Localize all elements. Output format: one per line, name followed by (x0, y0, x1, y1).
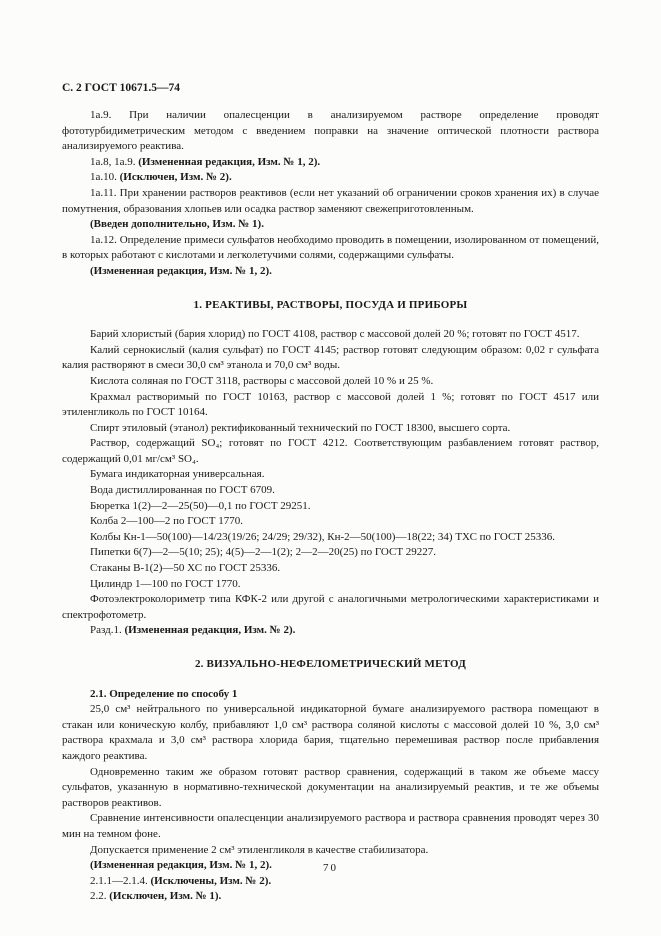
paragraph (62, 327, 599, 343)
paragraph-text: Одновременно таким же образом готовят раствор сравнения, содержащий в таком же объеме массу сульфатов, указанную в нормативно-технической документации на анализируемый реактив, и те же объемы растворов реактивов. (62, 765, 599, 809)
paragraph-text: Фотоэлектроколориметр типа КФК-2 или другой с аналогичными метрологическими характеристиками и спектрофотометр. (62, 593, 599, 621)
paragraph (62, 264, 599, 280)
paragraph-text: Бумага индикаторная универсальная. (90, 468, 265, 481)
paragraph (62, 436, 599, 467)
paragraph-text: Барий хлористый (бария хлорид) по ГОСТ 4108, раствор с массовой долей 20 %; готовят по ГОСТ 4517. (90, 328, 580, 341)
paragraph (62, 530, 599, 546)
paragraph (62, 421, 599, 437)
paragraph (62, 765, 599, 812)
paragraph-text: Цилиндр 1—100 по ГОСТ 1770. (90, 577, 241, 590)
paragraph-bold-text: (Исключены, Изм. № 2). (150, 874, 272, 887)
paragraph-bold-text: (Измененная редакция, Изм. № 1, 2). (90, 859, 272, 872)
page-number: 70 (323, 862, 338, 874)
paragraph-text: Раствор, содержащий SO₄; готовят по ГОСТ 4212. Соответствующим разбавлением готовят раствор, содержащий 0,01 мг/см³ SO₄. (62, 437, 599, 465)
intro-paragraphs (62, 108, 599, 280)
paragraph (62, 623, 599, 639)
paragraph-bold-text: (Исключен, Изм. № 2). (119, 171, 232, 184)
document-body (62, 108, 599, 905)
paragraph (62, 889, 599, 905)
paragraph (62, 592, 599, 623)
paragraph-text: Спирт этиловый (этанол) ректификованный технический по ГОСТ 18300, высшего сорта. (90, 421, 511, 434)
paragraph-bold-text: (Введен дополнительно, Изм. № 1). (90, 218, 264, 231)
paragraph-text: 1а.8, 1а.9. (90, 155, 139, 168)
paragraph-text: Допускается применение 2 см³ этиленгликоля в качестве стабилизатора. (90, 843, 429, 856)
paragraph (62, 108, 599, 155)
paragraph (62, 217, 599, 233)
paragraph-text: 2.2. (90, 890, 110, 903)
paragraph (62, 170, 599, 186)
paragraph (62, 514, 599, 530)
section-1-paragraphs (62, 327, 599, 639)
paragraph-text: 1а.11. При хранении растворов реактивов (если нет указаний об ограничении сроков хранения их) в случае помутнения, образования хлопьев или осадка раствор заменяют свежеприготовленным. (62, 186, 599, 215)
paragraph (62, 874, 599, 890)
paragraph (62, 499, 599, 515)
paragraph-text: 1а.9. При наличии опалесценции в анализируемом растворе определение проводят фототурбидиметрическим методом с введением поправки на значение оптической плотности раствора анализируемого реактива. (62, 109, 599, 153)
paragraph (62, 687, 599, 703)
paragraph (62, 483, 599, 499)
paragraph-text: Стаканы В-1(2)—50 ХС по ГОСТ 25336. (90, 562, 281, 575)
paragraph-text: 2.1.1—2.1.4. (90, 874, 151, 887)
paragraph-text: Колба 2—100—2 по ГОСТ 1770. (90, 515, 243, 528)
paragraph (62, 467, 599, 483)
paragraph-text: Кислота соляная по ГОСТ 3118, растворы с массовой долей 10 % и 25 %. (90, 374, 434, 387)
paragraph (62, 233, 599, 264)
paragraph (62, 843, 599, 859)
paragraph-text: Колбы Кн-1—50(100)—14/23(19/26; 24/29; 29/32), Кн-2—50(100)—18(22; 34) ТХС по ГОСТ 25336. (90, 530, 556, 543)
paragraph-text: Бюретка 1(2)—2—25(50)—0,1 по ГОСТ 29251. (90, 499, 311, 512)
paragraph-text: Вода дистиллированная по ГОСТ 6709. (90, 484, 275, 497)
paragraph (62, 577, 599, 593)
paragraph-text: Сравнение интенсивности опалесценции анализируемого раствора и раствора сравнения проводят через 30 мин на темном фоне. (62, 812, 599, 840)
section-1-title: 1. РЕАКТИВЫ, РАСТВОРЫ, ПОСУДА И ПРИБОРЫ (193, 298, 468, 311)
paragraph (62, 186, 599, 217)
paragraph-text: Разд.1. (90, 624, 125, 637)
paragraph (62, 390, 599, 421)
paragraph-bold-text: (Исключен, Изм. № 1). (109, 890, 222, 903)
paragraph-bold-text: 2.1. Определение по способу 1 (90, 687, 238, 700)
paragraph-bold-text: (Измененная редакция, Изм. № 2). (124, 624, 296, 637)
paragraph (62, 561, 599, 577)
paragraph (62, 374, 599, 390)
paragraph (62, 155, 599, 171)
paragraph (62, 811, 599, 842)
paragraph (62, 545, 599, 561)
paragraph-text: 1а.12. Определение примеси сульфатов необходимо проводить в помещении, изолированном от помещений, в которых работают с кислотами и легколетучими солями, содержащими сульфаты. (62, 233, 599, 262)
paragraph-text: 1а.10. (90, 171, 120, 184)
section-2-title: 2. ВИЗУАЛЬНО-НЕФЕЛОМЕТРИЧЕСКИЙ МЕТОД (194, 658, 467, 670)
paragraph-text: Пипетки 6(7)—2—5(10; 25); 4(5)—2—1(2); 2—2—20(25) по ГОСТ 29227. (90, 546, 437, 559)
paragraph (62, 702, 599, 764)
paragraph-bold-text: (Измененная редакция, Изм. № 1, 2). (138, 155, 321, 168)
paragraph-text: Калий сернокислый (калия сульфат) по ГОСТ 4145; раствор готовят следующим образом: 0,02 г сульфата калия растворяют в смеси 30,0 см³ этанола и 70,0 см³ воды. (62, 343, 599, 372)
paragraph-text: Крахмал растворимый по ГОСТ 10163, раствор с массовой долей 1 %; готовят по ГОСТ 4517 или этиленгликоль по ГОСТ 10164. (62, 390, 599, 419)
page-header: С. 2 ГОСТ 10671.5—74 (62, 82, 181, 94)
paragraph (62, 343, 599, 374)
paragraph-bold-text: (Измененная редакция, Изм. № 1, 2). (90, 264, 272, 277)
paragraph-text: 25,0 см³ нейтрального по универсальной индикаторной бумаге анализируемого раствора помещают в стакан или коническую колбу, прибавляют 1,0 см³ раствора соляной кислоты с массовой долей 10 %, 3,0 см³ раствора крахмала и 3,0 см³ раствора хлорида бария, тщательно перемешивая раствор после прибавления каждого реактива. (62, 703, 599, 762)
